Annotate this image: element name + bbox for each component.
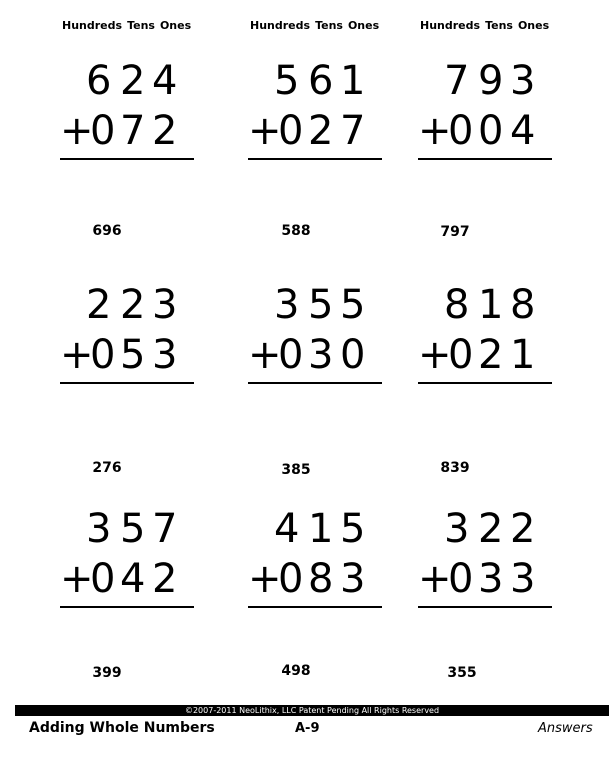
digit: 5: [120, 332, 146, 378]
digit: 8: [308, 556, 334, 602]
answer: 276: [92, 460, 122, 476]
digit: 3: [478, 556, 504, 602]
addend-bottom: [418, 334, 552, 376]
digit: 0: [278, 556, 304, 602]
digit: 0: [448, 108, 474, 154]
answers-label: Answers: [538, 721, 593, 736]
plus-sign: +: [418, 108, 452, 154]
addend-top: [60, 60, 194, 102]
header-hundreds: Hundreds: [62, 19, 123, 32]
digit: 1: [510, 332, 536, 378]
digit: 2: [120, 58, 146, 104]
digit: 0: [90, 332, 116, 378]
addend-bottom: [418, 110, 552, 152]
sum-line: [418, 382, 552, 384]
digit: 2: [478, 332, 504, 378]
plus-sign: +: [418, 332, 452, 378]
answer: 355: [447, 665, 477, 681]
digit: 3: [152, 282, 178, 328]
addend-bottom: [418, 558, 552, 600]
digit: 6: [86, 58, 112, 104]
digit: 0: [448, 556, 474, 602]
digit: 2: [120, 282, 146, 328]
page-number: A-9: [295, 721, 320, 736]
digit: 3: [308, 332, 334, 378]
sum-line: [248, 382, 382, 384]
addend-bottom: [248, 110, 382, 152]
plus-sign: +: [60, 108, 94, 154]
digit: 1: [340, 58, 366, 104]
plus-sign: +: [248, 332, 282, 378]
addend-bottom: [60, 334, 194, 376]
digit: 4: [510, 108, 536, 154]
answer: 498: [281, 663, 311, 679]
place-value-header: [62, 19, 202, 32]
header-ones: Ones: [347, 19, 380, 32]
digit: 7: [120, 108, 146, 154]
digit: 0: [340, 332, 366, 378]
digit: 3: [86, 506, 112, 552]
digit: 3: [510, 556, 536, 602]
addend-top: [60, 508, 194, 550]
digit: 0: [278, 108, 304, 154]
addend-top: [418, 60, 552, 102]
digit: 7: [444, 58, 470, 104]
answer: 385: [281, 462, 311, 478]
sum-line: [248, 606, 382, 608]
sum-line: [60, 606, 194, 608]
digit: 5: [340, 282, 366, 328]
sum-line: [60, 158, 194, 160]
sum-line: [418, 158, 552, 160]
addend-bottom: [248, 334, 382, 376]
digit: 3: [152, 332, 178, 378]
digit: 2: [510, 506, 536, 552]
answer: 839: [440, 460, 470, 476]
digit: 7: [152, 506, 178, 552]
digit: 4: [120, 556, 146, 602]
answer: 696: [92, 223, 122, 239]
digit: 5: [340, 506, 366, 552]
digit: 2: [152, 556, 178, 602]
digit: 9: [478, 58, 504, 104]
addend-top: [248, 508, 382, 550]
digit: 8: [444, 282, 470, 328]
answer: 588: [281, 223, 311, 239]
digit: 2: [478, 506, 504, 552]
digit: 6: [308, 58, 334, 104]
answer: 399: [92, 665, 122, 681]
addend-top: [60, 284, 194, 326]
plus-sign: +: [248, 556, 282, 602]
place-value-header: [250, 19, 390, 32]
header-tens: Tens: [127, 19, 155, 32]
digit: 5: [274, 58, 300, 104]
header-tens: Tens: [315, 19, 343, 32]
plus-sign: +: [60, 556, 94, 602]
plus-sign: +: [248, 108, 282, 154]
digit: 0: [448, 332, 474, 378]
digit: 0: [478, 108, 504, 154]
digit: 2: [86, 282, 112, 328]
header-hundreds: Hundreds: [420, 19, 481, 32]
addend-top: [248, 60, 382, 102]
header-ones: Ones: [517, 19, 550, 32]
digit: 4: [274, 506, 300, 552]
digit: 0: [90, 108, 116, 154]
digit: 5: [308, 282, 334, 328]
digit: 0: [90, 556, 116, 602]
copyright-bar: [15, 705, 609, 716]
addend-bottom: [60, 558, 194, 600]
digit: 4: [152, 58, 178, 104]
digit: 3: [340, 556, 366, 602]
place-value-header: [420, 19, 560, 32]
header-hundreds: Hundreds: [250, 19, 311, 32]
digit: 2: [308, 108, 334, 154]
header-ones: Ones: [159, 19, 192, 32]
digit: 3: [444, 506, 470, 552]
digit: 1: [308, 506, 334, 552]
plus-sign: +: [418, 556, 452, 602]
digit: 1: [478, 282, 504, 328]
header-tens: Tens: [485, 19, 513, 32]
plus-sign: +: [60, 332, 94, 378]
digit: 2: [152, 108, 178, 154]
sum-line: [60, 382, 194, 384]
digit: 8: [510, 282, 536, 328]
addend-top: [418, 508, 552, 550]
addend-bottom: [248, 558, 382, 600]
digit: 0: [278, 332, 304, 378]
digit: 3: [510, 58, 536, 104]
sum-line: [248, 158, 382, 160]
digit: 3: [274, 282, 300, 328]
answer: 797: [440, 224, 470, 240]
sum-line: [418, 606, 552, 608]
digit: 7: [340, 108, 366, 154]
worksheet-title: Adding Whole Numbers: [29, 720, 215, 736]
digit: 5: [120, 506, 146, 552]
copyright-text: ©2007-2011 NeoLithix, LLC Patent Pending All Rights Reserved: [184, 706, 440, 715]
addend-top: [248, 284, 382, 326]
addend-top: [418, 284, 552, 326]
addend-bottom: [60, 110, 194, 152]
